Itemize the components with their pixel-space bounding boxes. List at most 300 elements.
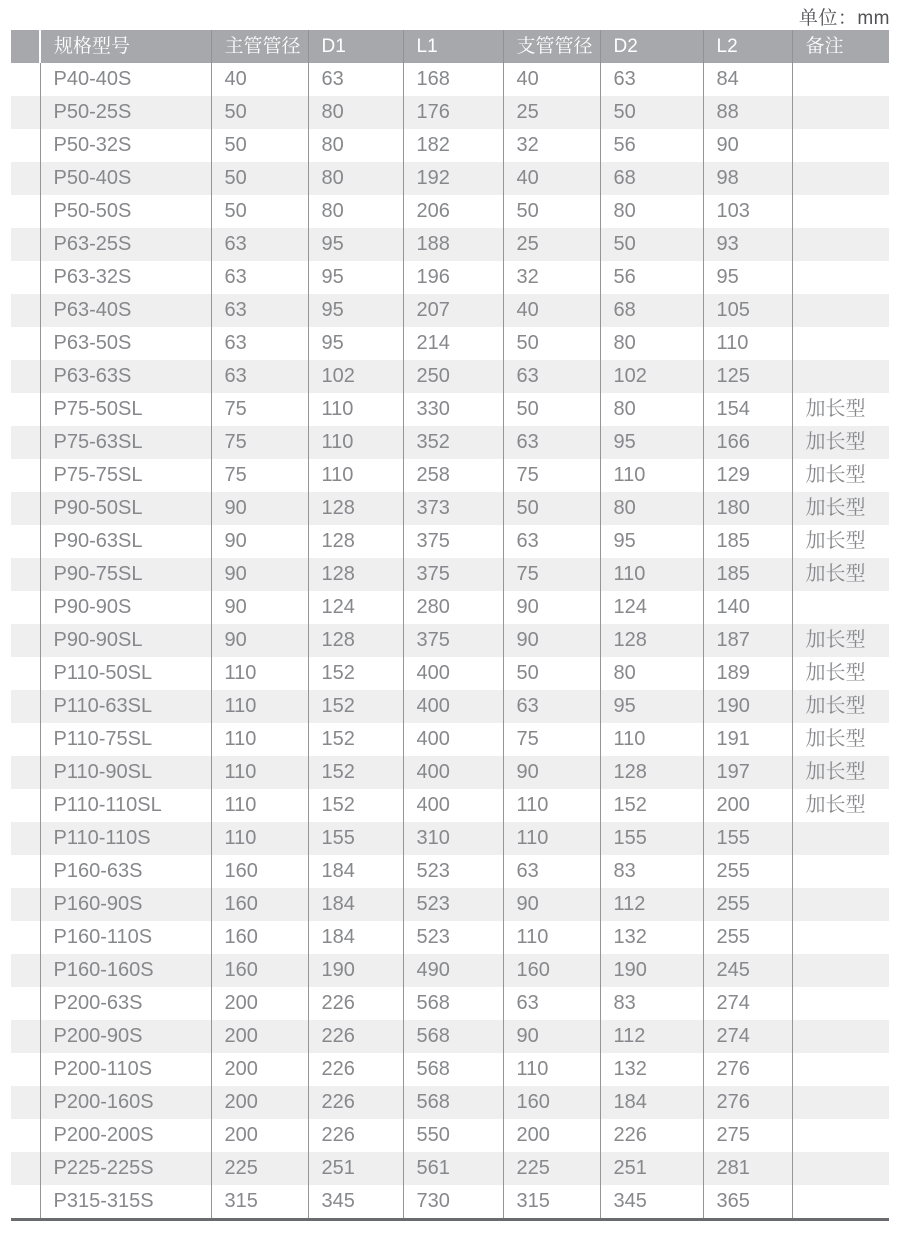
- cell-l1: 168: [403, 63, 503, 96]
- table-row: [11, 426, 889, 459]
- cell-note: [792, 921, 889, 954]
- cell-l1: 192: [403, 162, 503, 195]
- cell-l2: 274: [703, 987, 792, 1020]
- row-spacer-cell: [11, 129, 40, 162]
- cell-l2: 245: [703, 954, 792, 987]
- cell-model: P90-75SL: [40, 558, 211, 591]
- cell-d2: 68: [600, 294, 703, 327]
- cell-main-diameter: 50: [211, 195, 308, 228]
- row-spacer-cell: [11, 1086, 40, 1119]
- row-spacer-cell: [11, 1185, 40, 1220]
- row-spacer-cell: [11, 525, 40, 558]
- cell-note: [792, 261, 889, 294]
- cell-note: [792, 360, 889, 393]
- spec-table: [11, 30, 889, 1221]
- cell-note: [792, 1053, 889, 1086]
- cell-main-diameter: 110: [211, 690, 308, 723]
- row-spacer-cell: [11, 822, 40, 855]
- row-spacer-cell: [11, 1053, 40, 1086]
- cell-l1: 373: [403, 492, 503, 525]
- cell-main-diameter: 63: [211, 294, 308, 327]
- cell-l2: 185: [703, 558, 792, 591]
- cell-branch-diameter: 75: [503, 459, 600, 492]
- cell-main-diameter: 63: [211, 261, 308, 294]
- cell-d1: 184: [308, 888, 403, 921]
- table-row: [11, 855, 889, 888]
- cell-main-diameter: 110: [211, 723, 308, 756]
- cell-note: [792, 822, 889, 855]
- cell-l2: 155: [703, 822, 792, 855]
- cell-note: 加长型: [792, 459, 889, 492]
- cell-l1: 352: [403, 426, 503, 459]
- cell-d2: 226: [600, 1119, 703, 1152]
- cell-model: P75-75SL: [40, 459, 211, 492]
- cell-main-diameter: 90: [211, 525, 308, 558]
- cell-branch-diameter: 32: [503, 129, 600, 162]
- cell-branch-diameter: 63: [503, 360, 600, 393]
- cell-d2: 56: [600, 261, 703, 294]
- cell-d2: 80: [600, 657, 703, 690]
- cell-l2: 191: [703, 723, 792, 756]
- cell-d1: 128: [308, 492, 403, 525]
- cell-model: P225-225S: [40, 1152, 211, 1185]
- cell-branch-diameter: 50: [503, 393, 600, 426]
- cell-note: [792, 162, 889, 195]
- cell-model: P50-25S: [40, 96, 211, 129]
- header-cell-l1: L1: [403, 30, 503, 63]
- cell-d2: 132: [600, 921, 703, 954]
- row-spacer-cell: [11, 459, 40, 492]
- table-row: [11, 822, 889, 855]
- cell-l2: 140: [703, 591, 792, 624]
- row-spacer-cell: [11, 888, 40, 921]
- cell-main-diameter: 110: [211, 789, 308, 822]
- cell-l1: 375: [403, 558, 503, 591]
- cell-l2: 93: [703, 228, 792, 261]
- cell-branch-diameter: 63: [503, 987, 600, 1020]
- cell-branch-diameter: 225: [503, 1152, 600, 1185]
- cell-model: P50-50S: [40, 195, 211, 228]
- table-row: [11, 1185, 889, 1220]
- header-cell-d2: D2: [600, 30, 703, 63]
- cell-l2: 185: [703, 525, 792, 558]
- cell-branch-diameter: 90: [503, 756, 600, 789]
- cell-l1: 258: [403, 459, 503, 492]
- row-spacer-cell: [11, 789, 40, 822]
- cell-l2: 274: [703, 1020, 792, 1053]
- cell-l2: 180: [703, 492, 792, 525]
- cell-d1: 226: [308, 1053, 403, 1086]
- cell-model: P75-63SL: [40, 426, 211, 459]
- row-spacer-cell: [11, 723, 40, 756]
- cell-model: P110-90SL: [40, 756, 211, 789]
- cell-l1: 523: [403, 921, 503, 954]
- row-spacer-cell: [11, 492, 40, 525]
- row-spacer-cell: [11, 195, 40, 228]
- cell-branch-diameter: 90: [503, 624, 600, 657]
- cell-l1: 568: [403, 1053, 503, 1086]
- cell-d2: 132: [600, 1053, 703, 1086]
- cell-l1: 310: [403, 822, 503, 855]
- cell-main-diameter: 160: [211, 954, 308, 987]
- cell-d2: 80: [600, 327, 703, 360]
- cell-l1: 400: [403, 657, 503, 690]
- cell-d1: 190: [308, 954, 403, 987]
- cell-l1: 206: [403, 195, 503, 228]
- header-cell-note: 备注: [792, 30, 889, 63]
- cell-model: P200-63S: [40, 987, 211, 1020]
- cell-l1: 400: [403, 690, 503, 723]
- cell-note: [792, 855, 889, 888]
- row-spacer-cell: [11, 426, 40, 459]
- cell-branch-diameter: 40: [503, 162, 600, 195]
- table-row: [11, 690, 889, 723]
- cell-model: P110-110S: [40, 822, 211, 855]
- cell-d2: 80: [600, 492, 703, 525]
- cell-model: P160-90S: [40, 888, 211, 921]
- cell-branch-diameter: 50: [503, 195, 600, 228]
- cell-l1: 550: [403, 1119, 503, 1152]
- cell-d2: 80: [600, 393, 703, 426]
- cell-model: P63-25S: [40, 228, 211, 261]
- cell-d1: 110: [308, 393, 403, 426]
- cell-model: P160-63S: [40, 855, 211, 888]
- table-row: [11, 954, 889, 987]
- cell-l2: 255: [703, 855, 792, 888]
- table-row: [11, 195, 889, 228]
- cell-main-diameter: 200: [211, 987, 308, 1020]
- table-row: [11, 393, 889, 426]
- cell-l2: 105: [703, 294, 792, 327]
- cell-branch-diameter: 63: [503, 690, 600, 723]
- cell-model: P63-40S: [40, 294, 211, 327]
- cell-main-diameter: 110: [211, 822, 308, 855]
- table-row: [11, 624, 889, 657]
- cell-d2: 95: [600, 525, 703, 558]
- cell-d1: 226: [308, 1119, 403, 1152]
- cell-l1: 400: [403, 723, 503, 756]
- cell-d2: 128: [600, 756, 703, 789]
- cell-d1: 110: [308, 459, 403, 492]
- cell-d1: 184: [308, 855, 403, 888]
- cell-note: [792, 954, 889, 987]
- cell-d1: 95: [308, 261, 403, 294]
- cell-main-diameter: 160: [211, 855, 308, 888]
- cell-d2: 110: [600, 723, 703, 756]
- cell-main-diameter: 50: [211, 162, 308, 195]
- cell-d1: 80: [308, 195, 403, 228]
- cell-d2: 110: [600, 459, 703, 492]
- cell-branch-diameter: 200: [503, 1119, 600, 1152]
- cell-model: P200-110S: [40, 1053, 211, 1086]
- cell-d1: 226: [308, 1086, 403, 1119]
- cell-l2: 187: [703, 624, 792, 657]
- cell-d2: 83: [600, 987, 703, 1020]
- table-row: [11, 261, 889, 294]
- cell-l1: 568: [403, 987, 503, 1020]
- cell-note: [792, 1152, 889, 1185]
- cell-d1: 152: [308, 789, 403, 822]
- table-row: [11, 327, 889, 360]
- cell-note: [792, 129, 889, 162]
- cell-d1: 128: [308, 624, 403, 657]
- cell-model: P110-50SL: [40, 657, 211, 690]
- cell-d2: 50: [600, 228, 703, 261]
- cell-d1: 226: [308, 987, 403, 1020]
- cell-note: 加长型: [792, 525, 889, 558]
- cell-note: [792, 591, 889, 624]
- cell-main-diameter: 110: [211, 657, 308, 690]
- cell-l1: 523: [403, 855, 503, 888]
- cell-l1: 375: [403, 525, 503, 558]
- cell-main-diameter: 40: [211, 63, 308, 96]
- cell-branch-diameter: 75: [503, 723, 600, 756]
- cell-note: 加长型: [792, 756, 889, 789]
- cell-d2: 56: [600, 129, 703, 162]
- cell-branch-diameter: 25: [503, 228, 600, 261]
- row-spacer-cell: [11, 393, 40, 426]
- row-spacer-cell: [11, 162, 40, 195]
- cell-branch-diameter: 75: [503, 558, 600, 591]
- cell-main-diameter: 315: [211, 1185, 308, 1220]
- cell-l2: 255: [703, 921, 792, 954]
- table-row: [11, 1086, 889, 1119]
- cell-note: 加长型: [792, 624, 889, 657]
- cell-main-diameter: 90: [211, 492, 308, 525]
- cell-main-diameter: 63: [211, 327, 308, 360]
- cell-l2: 129: [703, 459, 792, 492]
- cell-l2: 90: [703, 129, 792, 162]
- cell-model: P50-32S: [40, 129, 211, 162]
- row-spacer-cell: [11, 954, 40, 987]
- cell-note: 加长型: [792, 690, 889, 723]
- cell-model: P160-160S: [40, 954, 211, 987]
- row-spacer-cell: [11, 756, 40, 789]
- row-spacer-cell: [11, 657, 40, 690]
- cell-l1: 196: [403, 261, 503, 294]
- cell-l1: 375: [403, 624, 503, 657]
- row-spacer-cell: [11, 591, 40, 624]
- cell-d2: 251: [600, 1152, 703, 1185]
- cell-d2: 152: [600, 789, 703, 822]
- cell-l2: 276: [703, 1053, 792, 1086]
- row-spacer-cell: [11, 294, 40, 327]
- cell-d2: 345: [600, 1185, 703, 1220]
- cell-model: P75-50SL: [40, 393, 211, 426]
- unit-note: 单位：mm: [798, 8, 890, 29]
- cell-d2: 50: [600, 96, 703, 129]
- cell-main-diameter: 160: [211, 921, 308, 954]
- cell-model: P90-63SL: [40, 525, 211, 558]
- cell-branch-diameter: 160: [503, 1086, 600, 1119]
- cell-d1: 128: [308, 558, 403, 591]
- table-row: [11, 1152, 889, 1185]
- cell-l1: 730: [403, 1185, 503, 1220]
- cell-l2: 365: [703, 1185, 792, 1220]
- table-body: [11, 63, 889, 1220]
- row-spacer-cell: [11, 1119, 40, 1152]
- cell-d1: 124: [308, 591, 403, 624]
- cell-main-diameter: 200: [211, 1119, 308, 1152]
- cell-model: P63-63S: [40, 360, 211, 393]
- row-spacer-cell: [11, 327, 40, 360]
- cell-d1: 152: [308, 756, 403, 789]
- cell-d2: 95: [600, 690, 703, 723]
- cell-l1: 400: [403, 756, 503, 789]
- cell-note: [792, 96, 889, 129]
- table-row: [11, 1119, 889, 1152]
- cell-branch-diameter: 110: [503, 921, 600, 954]
- cell-main-diameter: 200: [211, 1053, 308, 1086]
- cell-branch-diameter: 63: [503, 426, 600, 459]
- cell-branch-diameter: 110: [503, 1053, 600, 1086]
- cell-note: [792, 63, 889, 96]
- cell-d2: 112: [600, 888, 703, 921]
- cell-model: P40-40S: [40, 63, 211, 96]
- cell-note: [792, 294, 889, 327]
- cell-main-diameter: 63: [211, 228, 308, 261]
- table-row: [11, 129, 889, 162]
- row-spacer-cell: [11, 624, 40, 657]
- table-row: [11, 591, 889, 624]
- header-cell-model: 规格型号: [40, 30, 211, 63]
- cell-note: [792, 195, 889, 228]
- table-row: [11, 492, 889, 525]
- cell-note: [792, 1086, 889, 1119]
- cell-branch-diameter: 40: [503, 294, 600, 327]
- header-cell-branch-diameter: 支管管径: [503, 30, 600, 63]
- cell-branch-diameter: 90: [503, 1020, 600, 1053]
- table-row: [11, 756, 889, 789]
- cell-main-diameter: 110: [211, 756, 308, 789]
- cell-d1: 152: [308, 723, 403, 756]
- cell-note: 加长型: [792, 558, 889, 591]
- row-spacer-cell: [11, 987, 40, 1020]
- cell-d1: 155: [308, 822, 403, 855]
- cell-l1: 568: [403, 1086, 503, 1119]
- cell-l1: 280: [403, 591, 503, 624]
- cell-d2: 80: [600, 195, 703, 228]
- table-row: [11, 789, 889, 822]
- cell-note: 加长型: [792, 492, 889, 525]
- row-spacer-cell: [11, 1152, 40, 1185]
- table-row: [11, 228, 889, 261]
- cell-l2: 255: [703, 888, 792, 921]
- table-row: [11, 1020, 889, 1053]
- cell-model: P63-32S: [40, 261, 211, 294]
- table-row: [11, 294, 889, 327]
- cell-l1: 568: [403, 1020, 503, 1053]
- cell-note: 加长型: [792, 789, 889, 822]
- cell-model: P200-90S: [40, 1020, 211, 1053]
- table-row: [11, 459, 889, 492]
- cell-d2: 184: [600, 1086, 703, 1119]
- cell-main-diameter: 75: [211, 459, 308, 492]
- cell-d2: 190: [600, 954, 703, 987]
- cell-model: P160-110S: [40, 921, 211, 954]
- cell-d1: 63: [308, 63, 403, 96]
- cell-l2: 197: [703, 756, 792, 789]
- cell-branch-diameter: 63: [503, 855, 600, 888]
- table-row: [11, 63, 889, 96]
- cell-d1: 102: [308, 360, 403, 393]
- table-row: [11, 921, 889, 954]
- cell-branch-diameter: 90: [503, 591, 600, 624]
- cell-note: 加长型: [792, 657, 889, 690]
- cell-main-diameter: 225: [211, 1152, 308, 1185]
- cell-l2: 154: [703, 393, 792, 426]
- cell-d1: 152: [308, 690, 403, 723]
- cell-model: P315-315S: [40, 1185, 211, 1220]
- cell-l2: 98: [703, 162, 792, 195]
- cell-d1: 95: [308, 327, 403, 360]
- cell-branch-diameter: 110: [503, 822, 600, 855]
- row-spacer-cell: [11, 855, 40, 888]
- cell-l1: 561: [403, 1152, 503, 1185]
- cell-main-diameter: 90: [211, 591, 308, 624]
- cell-note: [792, 888, 889, 921]
- cell-d1: 251: [308, 1152, 403, 1185]
- cell-l2: 88: [703, 96, 792, 129]
- cell-branch-diameter: 110: [503, 789, 600, 822]
- cell-branch-diameter: 32: [503, 261, 600, 294]
- cell-note: 加长型: [792, 723, 889, 756]
- row-spacer-cell: [11, 690, 40, 723]
- row-spacer-cell: [11, 360, 40, 393]
- table-row: [11, 525, 889, 558]
- cell-l2: 110: [703, 327, 792, 360]
- cell-d2: 102: [600, 360, 703, 393]
- header-cell-d1: D1: [308, 30, 403, 63]
- cell-l1: 182: [403, 129, 503, 162]
- cell-model: P110-75SL: [40, 723, 211, 756]
- cell-d1: 80: [308, 96, 403, 129]
- cell-d1: 184: [308, 921, 403, 954]
- cell-model: P200-200S: [40, 1119, 211, 1152]
- cell-d1: 152: [308, 657, 403, 690]
- cell-branch-diameter: 50: [503, 492, 600, 525]
- cell-l1: 330: [403, 393, 503, 426]
- cell-l1: 523: [403, 888, 503, 921]
- cell-d2: 83: [600, 855, 703, 888]
- cell-l1: 176: [403, 96, 503, 129]
- row-spacer-cell: [11, 96, 40, 129]
- cell-model: P90-90S: [40, 591, 211, 624]
- cell-model: P200-160S: [40, 1086, 211, 1119]
- row-spacer-cell: [11, 63, 40, 96]
- cell-main-diameter: 160: [211, 888, 308, 921]
- cell-l1: 207: [403, 294, 503, 327]
- cell-note: [792, 228, 889, 261]
- cell-main-diameter: 75: [211, 426, 308, 459]
- cell-d2: 128: [600, 624, 703, 657]
- cell-l2: 281: [703, 1152, 792, 1185]
- cell-l1: 214: [403, 327, 503, 360]
- cell-main-diameter: 50: [211, 129, 308, 162]
- cell-l2: 275: [703, 1119, 792, 1152]
- cell-d1: 80: [308, 129, 403, 162]
- cell-l1: 250: [403, 360, 503, 393]
- cell-d2: 95: [600, 426, 703, 459]
- row-spacer-cell: [11, 261, 40, 294]
- row-spacer-cell: [11, 558, 40, 591]
- cell-l2: 190: [703, 690, 792, 723]
- table-row: [11, 987, 889, 1020]
- cell-note: [792, 1119, 889, 1152]
- cell-main-diameter: 50: [211, 96, 308, 129]
- cell-note: [792, 1020, 889, 1053]
- row-spacer-cell: [11, 921, 40, 954]
